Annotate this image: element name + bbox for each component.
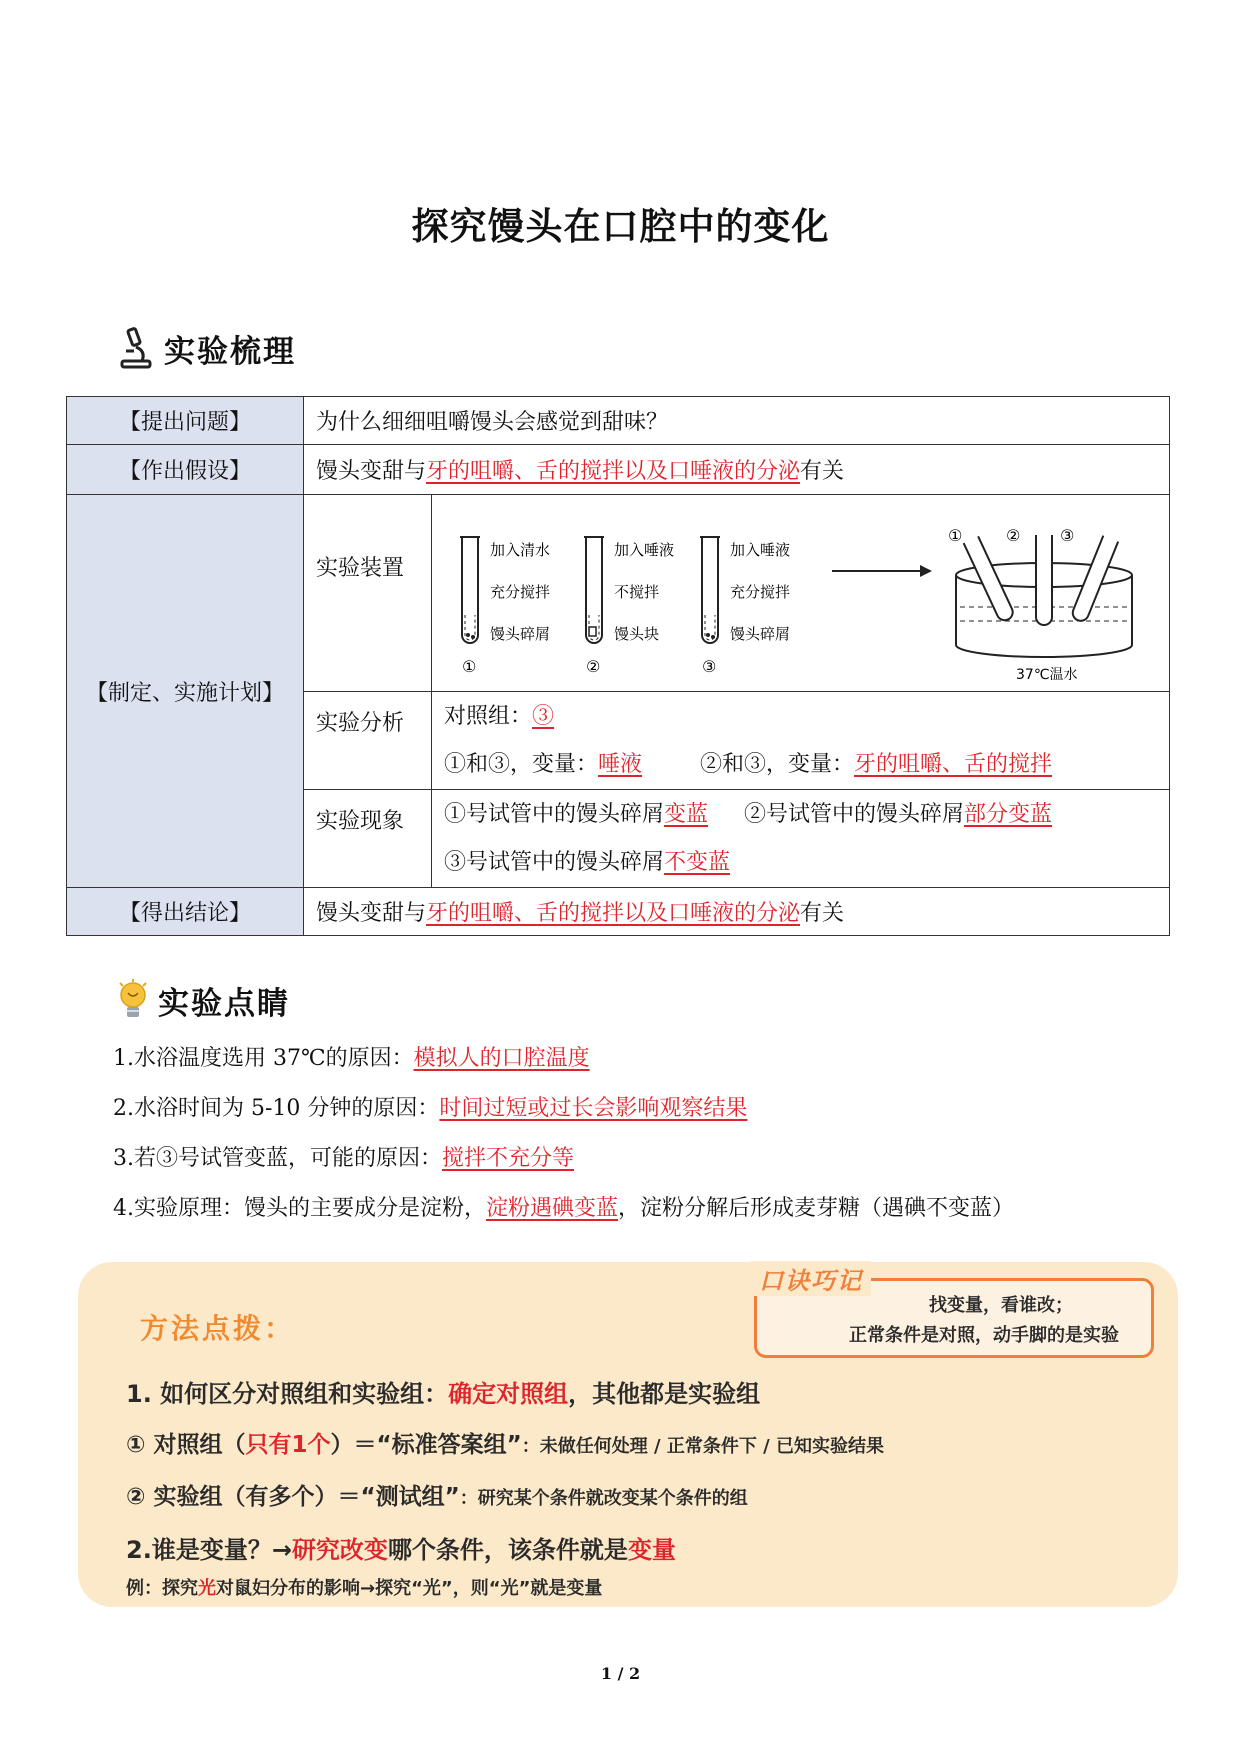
section-heading-tips xyxy=(116,978,290,1023)
mnemonic-title: 口诀巧记 xyxy=(751,1261,871,1296)
answer-text: 搅拌不充分等 xyxy=(442,1146,575,1171)
row-label: 【作出假设】 xyxy=(67,445,304,495)
water-bath xyxy=(948,526,1132,683)
answer-text: 牙的咀嚼、舌的搅拌以及口唾液的分泌 xyxy=(426,901,801,926)
hypothesis-text: 馒头变甜与牙的咀嚼、舌的搅拌以及口唾液的分泌有关 xyxy=(304,445,1170,495)
tube3-line3: 馒头碎屑 xyxy=(730,625,791,643)
method-row-4: 2.谁是变量？→研究改变哪个条件，该条件就是变量 xyxy=(126,1536,676,1564)
answer-text: 模拟人的口腔温度 xyxy=(413,1046,590,1071)
analysis-cell xyxy=(432,692,1170,790)
table-row-hypothesis xyxy=(67,445,1170,495)
variable-line: ①和③，变量：唾液 ②和③，变量：牙的咀嚼、舌的搅拌 xyxy=(444,751,1053,777)
control-line: 对照组：③ xyxy=(444,703,555,729)
tube2-line2: 不搅拌 xyxy=(614,583,660,601)
list-item: 1.水浴温度选用 37℃的原因：模拟人的口腔温度 xyxy=(113,1046,590,1071)
table-row-conclusion xyxy=(67,888,1170,936)
test-tube-2 xyxy=(584,537,674,676)
tube3-number: ③ xyxy=(702,657,717,676)
bath-label-3: ③ xyxy=(1060,526,1075,545)
answer-text: 不变蓝 xyxy=(664,849,731,875)
answer-text: 牙的咀嚼、舌的搅拌以及口唾液的分泌 xyxy=(426,459,801,484)
row-label: 【制定、实施计划】 xyxy=(67,495,304,888)
sub-label: 实验装置 xyxy=(304,495,432,692)
row-label: 【提出问题】 xyxy=(67,397,304,445)
test-tube-1 xyxy=(460,537,550,676)
row-label: 【得出结论】 xyxy=(67,888,304,936)
mnemonic-box xyxy=(754,1267,1154,1358)
tube2-line1: 加入唾液 xyxy=(614,541,675,559)
mnemonic-line-1: 找变量，看谁改； xyxy=(929,1295,1073,1316)
answer-text: ③ xyxy=(532,703,555,729)
section-heading-sort xyxy=(116,326,296,371)
sub-label: 实验分析 xyxy=(304,692,432,790)
answer-text: 部分变蓝 xyxy=(964,801,1053,827)
apparatus-diagram-cell xyxy=(432,495,1170,692)
method-row-1: 1. 如何区分对照组和实验组：确定对照组，其他都是实验组 xyxy=(126,1380,761,1408)
method-box xyxy=(78,1262,1178,1607)
bath-label-2: ② xyxy=(1006,526,1021,545)
mnemonic-line-2: 正常条件是对照，动手脚的是实验 xyxy=(849,1325,1119,1346)
section-title: 实验点睛 xyxy=(158,986,290,1022)
page-title: 探究馒头在口腔中的变化 xyxy=(411,205,830,248)
list-item: 4.实验原理：馒头的主要成分是淀粉，淀粉遇碘变蓝，淀粉分解后形成麦芽糖（遇碘不变蓝） xyxy=(113,1196,1015,1221)
method-row-2: ① 对照组（只有1个）＝“标准答案组”：未做任何处理 / 正常条件下 / 已知实验结果 xyxy=(126,1432,884,1458)
microscope-icon xyxy=(116,327,156,371)
method-row-5: 例：探究光对鼠妇分布的影响→探究“光”，则“光”就是变量 xyxy=(126,1578,603,1599)
tube2-line3: 馒头块 xyxy=(614,625,660,643)
tube2-number: ② xyxy=(586,657,601,676)
tips-list xyxy=(113,1036,1014,1236)
experiment-table xyxy=(66,396,1170,936)
tube3-line2: 充分搅拌 xyxy=(730,583,791,601)
method-title: 方法点拨： xyxy=(140,1312,296,1345)
question-text: 为什么细细咀嚼馒头会感觉到甜味？ xyxy=(304,397,1170,445)
list-item: 3.若③号试管变蓝，可能的原因：搅拌不充分等 xyxy=(113,1146,575,1171)
section-title: 实验梳理 xyxy=(164,334,296,370)
method-row-3: ② 实验组（有多个）＝“测试组”：研究某个条件就改变某个条件的组 xyxy=(126,1484,748,1510)
answer-text: 牙的咀嚼、舌的搅拌 xyxy=(854,751,1053,777)
tube1-line3: 馒头碎屑 xyxy=(490,625,551,643)
lightbulb-icon xyxy=(116,979,150,1023)
answer-text: 淀粉遇碘变蓝 xyxy=(486,1196,619,1221)
list-item: 2.水浴时间为 5-10 分钟的原因：时间过短或过长会影响观察结果 xyxy=(113,1096,748,1121)
apparatus-diagram xyxy=(432,495,1162,685)
table-row-apparatus xyxy=(67,495,1170,692)
conclusion-text: 馒头变甜与牙的咀嚼、舌的搅拌以及口唾液的分泌有关 xyxy=(304,888,1170,936)
sub-label: 实验现象 xyxy=(304,790,432,888)
arrow-icon xyxy=(832,565,932,577)
answer-text: 变蓝 xyxy=(664,801,709,827)
bath-label-1: ① xyxy=(948,526,963,545)
bath-caption: 37℃温水 xyxy=(1016,667,1078,683)
tube1-line2: 充分搅拌 xyxy=(490,583,551,601)
tube1-line1: 加入清水 xyxy=(490,541,551,559)
phenomenon-line-2: ③号试管中的馒头碎屑不变蓝 xyxy=(444,839,1157,887)
phenomenon-cell xyxy=(432,790,1170,888)
test-tube-3 xyxy=(700,537,790,676)
table-row-question xyxy=(67,397,1170,445)
phenomenon-line-1: ①号试管中的馒头碎屑变蓝 ②号试管中的馒头碎屑部分变蓝 xyxy=(444,801,1053,827)
tube3-line1: 加入唾液 xyxy=(730,541,791,559)
tube1-number: ① xyxy=(462,657,477,676)
answer-text: 唾液 xyxy=(598,751,643,777)
page-number: 1 / 2 xyxy=(600,1664,641,1683)
answer-text: 时间过短或过长会影响观察结果 xyxy=(439,1096,748,1121)
